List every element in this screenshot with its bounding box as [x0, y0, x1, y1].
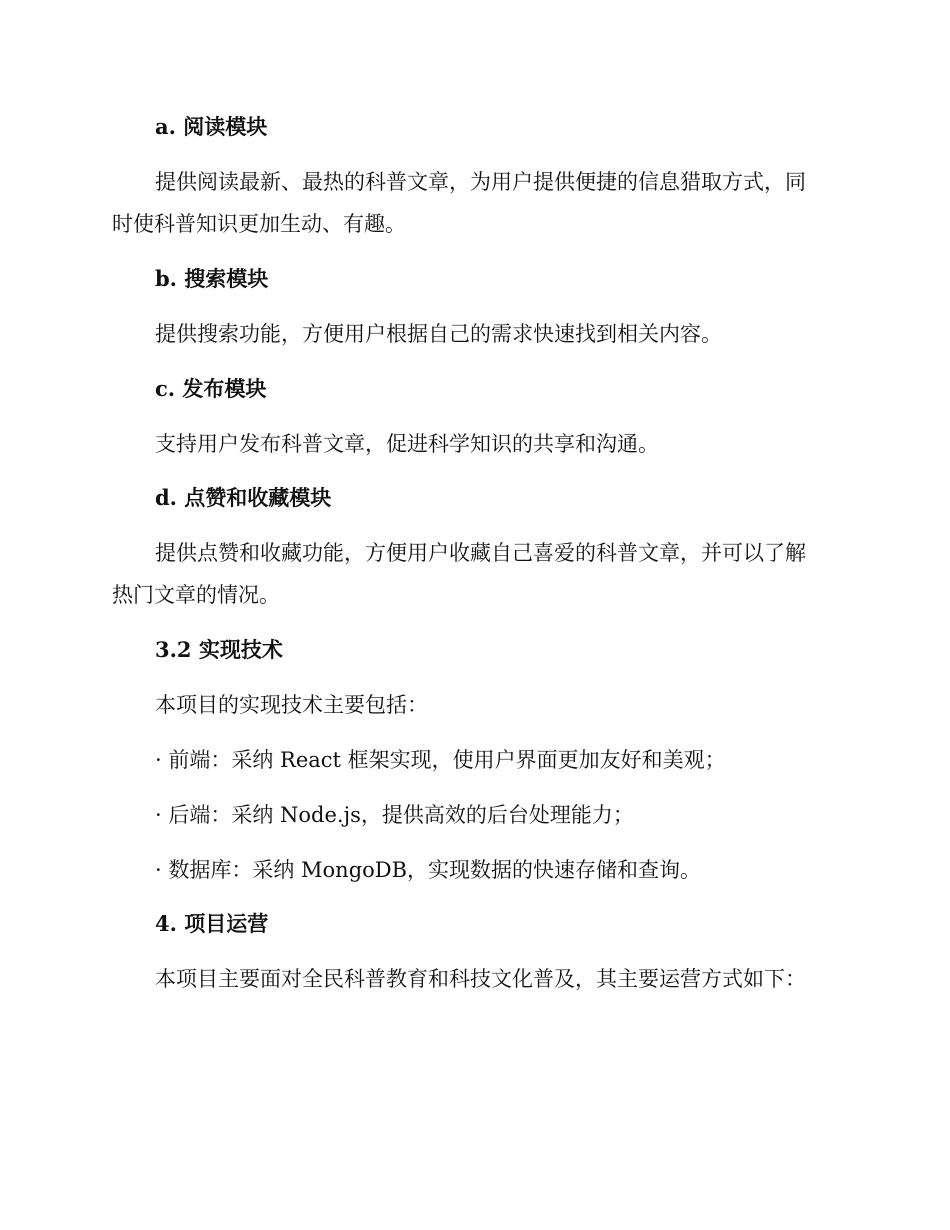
tech-list-item-frontend: · 前端：采纳 React 框架实现，使用户界面更加友好和美观；: [155, 748, 726, 772]
paragraph-line: 提供点赞和收藏功能，方便用户收藏自己喜爱的科普文章，并可以了解: [155, 541, 806, 565]
section-heading-like-favorite: d. 点赞和收藏模块: [155, 485, 332, 510]
paragraph-line: 支持用户发布科普文章，促进科学知识的共享和沟通。: [155, 432, 659, 456]
section-heading-operations: 4. 项目运营: [155, 911, 269, 936]
paragraph-line: 热门文章的情况。: [112, 583, 280, 607]
section-heading-publish: c. 发布模块: [155, 376, 267, 401]
tech-list-item-database: · 数据库：采纳 MongoDB，实现数据的快速存储和查询。: [155, 858, 702, 882]
paragraph-line: 时使科普知识更加生动、有趣。: [112, 212, 406, 236]
paragraph-line: 提供搜索功能，方便用户根据自己的需求快速找到相关内容。: [155, 322, 722, 346]
section-heading-reading: a. 阅读模块: [155, 114, 268, 139]
paragraph-line: 提供阅读最新、最热的科普文章，为用户提供便捷的信息猎取方式，同: [155, 170, 806, 194]
paragraph-line: 本项目主要面对全民科普教育和科技文化普及，其主要运营方式如下：: [155, 967, 806, 991]
tech-list-item-backend: · 后端：采纳 Node.js，提供高效的后台处理能力；: [155, 803, 634, 827]
section-heading-search: b. 搜索模块: [155, 266, 269, 291]
section-heading-technology: 3.2 实现技术: [155, 637, 283, 662]
paragraph-line: 本项目的实现技术主要包括：: [155, 693, 428, 717]
